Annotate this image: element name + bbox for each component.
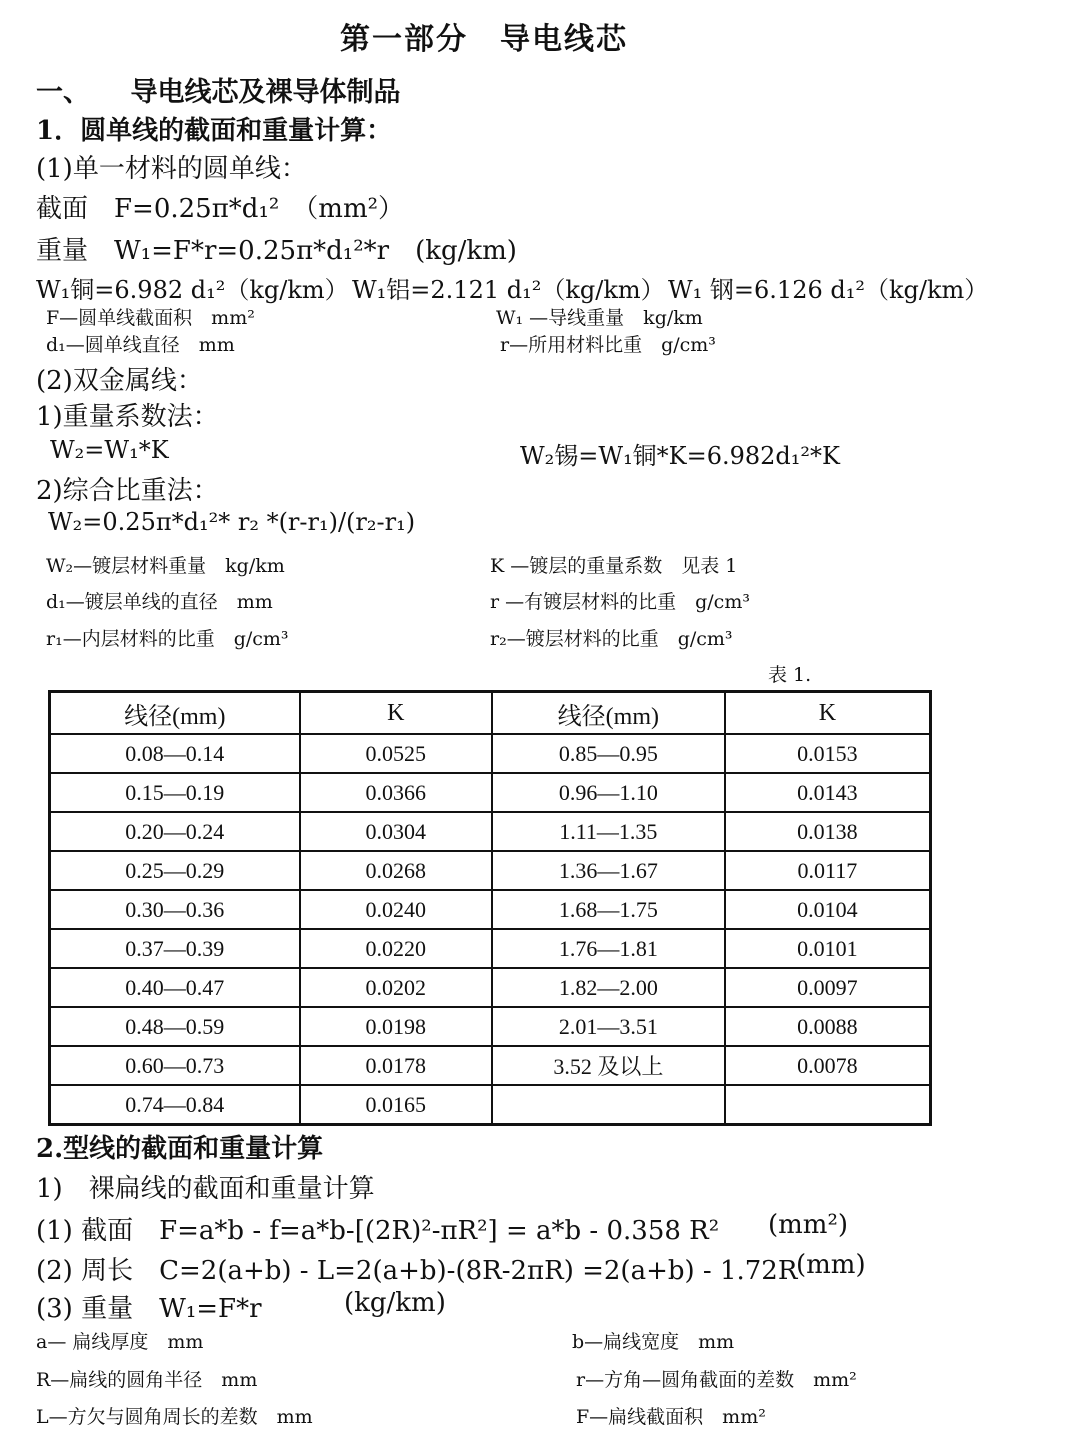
table-cell: 0.40—0.47 [50, 968, 300, 1007]
table-cell: 1.36—1.67 [492, 851, 725, 890]
definition-r-plated: r —有镀层材料的比重 g/cm³ [490, 591, 750, 613]
area-formula: 截面 F=0.25π*d₁² （mm²） [36, 194, 405, 224]
table-header-row [50, 692, 931, 735]
definition-r: r—所用材料比重 g/cm³ [500, 334, 716, 356]
definition-r1: r₁—内层材料的比重 g/cm³ [46, 628, 289, 650]
single-material-label: (1)单一材料的圆单线： [36, 154, 307, 184]
definition-r2: r₂—镀层材料的比重 g/cm³ [490, 628, 733, 650]
definition-R: R—扁线的圆角半径 mm [36, 1369, 258, 1391]
table-caption: 表 1. [768, 664, 812, 686]
definition-F: F—圆单线截面积 mm² [46, 307, 255, 329]
table-cell: 2.01—3.51 [492, 1007, 725, 1046]
table-cell: 0.0078 [725, 1046, 931, 1085]
table-cell: 0.60—0.73 [50, 1046, 300, 1085]
definition-W2: W₂—镀层材料重量 kg/km [46, 555, 285, 577]
method1-formula-b: W₂锡=W₁铜*K=6.982d₁²*K [520, 442, 840, 470]
page-title: 第一部分 导电线芯 [340, 22, 628, 57]
definition-L: L—方欠与圆角周长的差数 mm [36, 1406, 313, 1428]
table-cell: 0.15—0.19 [50, 773, 300, 812]
section2-heading: 2.型线的截面和重量计算 [36, 1134, 324, 1164]
table-cell: 0.96—1.10 [492, 773, 725, 812]
table-cell: 1.11—1.35 [492, 812, 725, 851]
header-diameter-1: 线径(mm) [50, 692, 300, 735]
flat-area-formula: (1) 截面 F=a*b - f=a*b-[(2R)²-πR²] = a*b - 0.358 R² [36, 1216, 720, 1246]
table-row [50, 1085, 931, 1125]
table-cell: 0.0304 [300, 812, 492, 851]
table-cell: 0.20—0.24 [50, 812, 300, 851]
table-cell: 0.0366 [300, 773, 492, 812]
table-cell: 0.0117 [725, 851, 931, 890]
table-cell: 3.52 及以上 [492, 1046, 725, 1085]
table-cell: 0.0178 [300, 1046, 492, 1085]
method1-formula-a: W₂=W₁*K [50, 436, 169, 464]
definition-K: K —镀层的重量系数 见表 1 [490, 555, 738, 577]
definition-d1: d₁—圆单线直径 mm [46, 334, 235, 356]
aluminum-weight: W₁铝=2.121 d₁²（kg/km） [352, 276, 665, 304]
definition-b: b—扁线宽度 mm [572, 1331, 735, 1353]
table-row [50, 929, 931, 968]
flat-wire-label: 1) 裸扁线的截面和重量计算 [36, 1174, 375, 1204]
steel-weight: W₁ 钢=6.126 d₁²（kg/km） [668, 276, 989, 304]
table-row [50, 890, 931, 929]
definition-a: a— 扁线厚度 mm [36, 1331, 204, 1353]
header-diameter-2: 线径(mm) [492, 692, 725, 735]
flat-perimeter-unit: (mm) [796, 1250, 866, 1280]
table-cell: 0.0138 [725, 812, 931, 851]
table-cell: 1.76—1.81 [492, 929, 725, 968]
table-cell: 0.0097 [725, 968, 931, 1007]
method2-label: 2)综合比重法： [36, 476, 219, 506]
table-cell: 0.0153 [725, 734, 931, 773]
table-cell: 0.0240 [300, 890, 492, 929]
table-cell: 0.0220 [300, 929, 492, 968]
method1-label: 1)重量系数法： [36, 402, 219, 432]
table-row [50, 773, 931, 812]
table-cell: 0.30—0.36 [50, 890, 300, 929]
table-cell: 1.82—2.00 [492, 968, 725, 1007]
flat-weight-unit: (kg/km) [344, 1288, 446, 1318]
header-k-1: K [300, 692, 492, 735]
table-cell [725, 1085, 931, 1125]
subsection-heading: 1．圆单线的截面和重量计算： [36, 116, 393, 146]
table-row [50, 1007, 931, 1046]
table-cell: 0.25—0.29 [50, 851, 300, 890]
table-cell: 0.08—0.14 [50, 734, 300, 773]
definition-r-diff: r—方角—圆角截面的差数 mm² [576, 1369, 857, 1391]
table-row [50, 1046, 931, 1085]
table-cell: 0.0268 [300, 851, 492, 890]
table-cell: 1.68—1.75 [492, 890, 725, 929]
table-cell: 0.74—0.84 [50, 1085, 300, 1125]
table-cell: 0.0202 [300, 968, 492, 1007]
bimetal-label: (2)双金属线： [36, 366, 203, 396]
table-row [50, 734, 931, 773]
section-heading: 一、 导电线芯及裸导体制品 [36, 77, 401, 108]
table-row [50, 968, 931, 1007]
definition-d1-plating: d₁—镀层单线的直径 mm [46, 591, 273, 613]
definition-W1: W₁ —导线重量 kg/km [496, 307, 703, 329]
table-cell: 0.0104 [725, 890, 931, 929]
method2-formula: W₂=0.25π*d₁²* r₂ *(r-r₁)/(r₂-r₁) [48, 508, 416, 536]
table-row [50, 812, 931, 851]
table-cell: 0.0101 [725, 929, 931, 968]
table-cell: 0.0088 [725, 1007, 931, 1046]
table-cell: 0.0165 [300, 1085, 492, 1125]
table-cell: 0.0198 [300, 1007, 492, 1046]
flat-perimeter-formula: (2) 周长 C=2(a+b) - L=2(a+b)-(8R-2πR) =2(a+b) - 1.72R [36, 1256, 798, 1286]
table-row [50, 851, 931, 890]
copper-weight: W₁铜=6.982 d₁²（kg/km） [36, 276, 349, 304]
flat-weight-formula: (3) 重量 W₁=F*r [36, 1294, 262, 1324]
table-cell [492, 1085, 725, 1125]
k-factor-table [48, 690, 932, 1126]
table-cell: 0.0525 [300, 734, 492, 773]
weight-formula: 重量 W₁=F*r=0.25π*d₁²*r (kg/km) [36, 236, 517, 266]
table-cell: 0.37—0.39 [50, 929, 300, 968]
flat-area-unit: (mm²) [768, 1210, 849, 1240]
table-cell: 0.85—0.95 [492, 734, 725, 773]
table-cell: 0.48—0.59 [50, 1007, 300, 1046]
table-cell: 0.0143 [725, 773, 931, 812]
definition-F-flat: F—扁线截面积 mm² [576, 1406, 766, 1428]
header-k-2: K [725, 692, 931, 735]
